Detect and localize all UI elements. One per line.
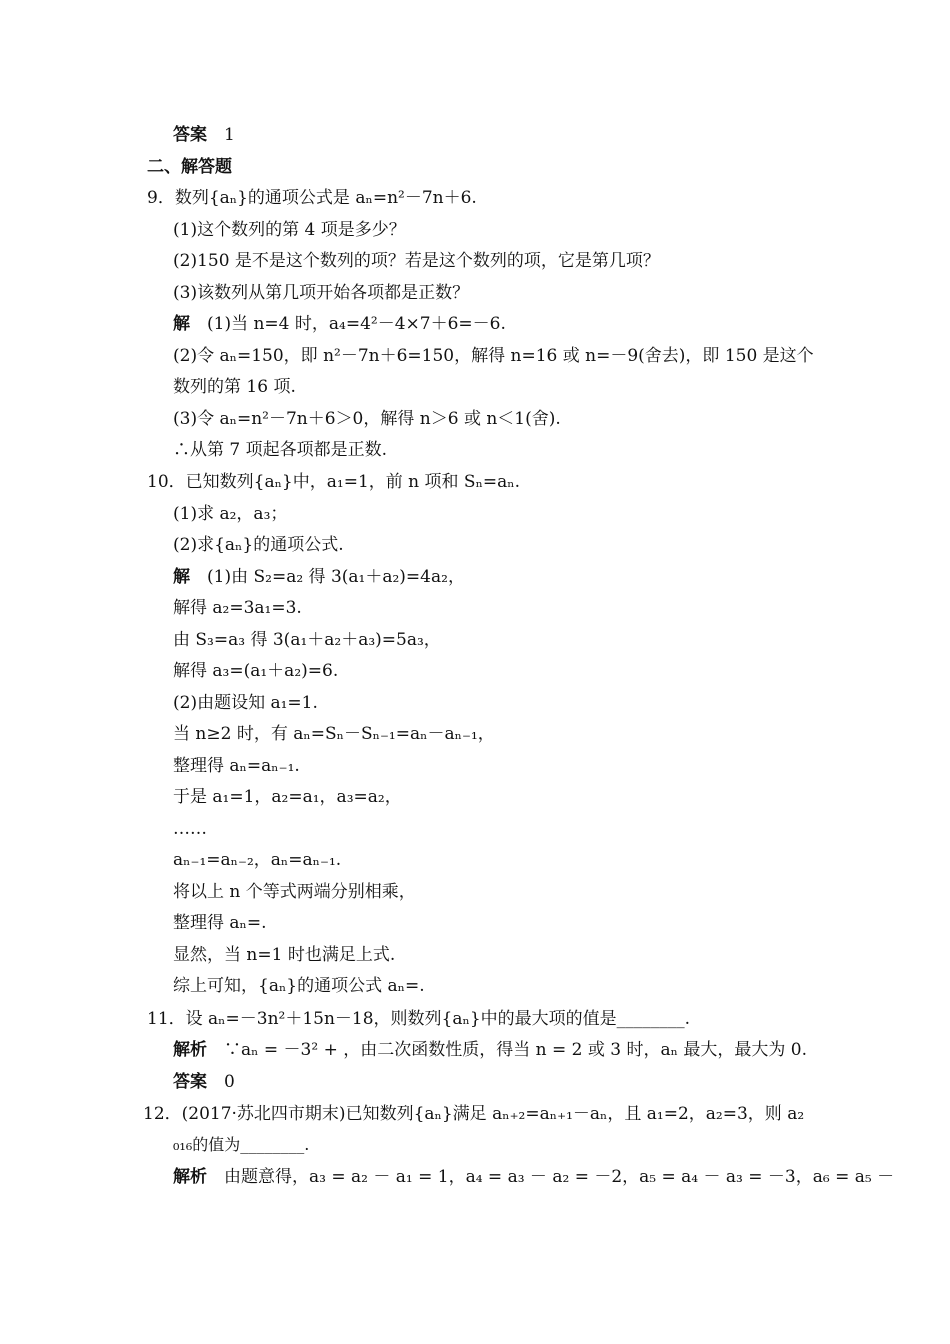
label-prefix: 解 — [173, 314, 190, 334]
label-prefix: 答案 — [173, 1072, 207, 1092]
problem-10-statement: 10．已知数列{aₙ}中，a₁=1，前 n 项和 Sₙ=aₙ. — [147, 472, 521, 492]
problem-10-part-1: (1)求 a₂，a₃； — [173, 504, 288, 524]
problem-10-solution-line: 由 S₃=a₃ 得 3(a₁＋a₂＋a₃)=5a₃， — [173, 630, 441, 650]
problem-9-solution-1: 解 (1)当 n=4 时，a₄=4²－4×7＋6=－6. — [173, 314, 506, 334]
problem-9-conclusion: ∴从第 7 项起各项都是正数. — [173, 440, 388, 460]
problem-9-part-2: (2)150 是不是这个数列的项？若是这个数列的项，它是第几项？ — [173, 251, 660, 271]
label-prefix: 解析 — [173, 1167, 207, 1187]
answer-8: 答案 1 — [173, 125, 235, 145]
problem-9-part-1: (1)这个数列的第 4 项是多少？ — [173, 220, 406, 240]
problem-10-solution-line: 解得 a₃=(a₁＋a₂)=6. — [173, 661, 339, 681]
problem-10-part-2: (2)求{aₙ}的通项公式. — [173, 535, 344, 555]
label-prefix: 解析 — [173, 1040, 207, 1060]
problem-10-solution-line: aₙ₋₁=aₙ₋₂，aₙ=aₙ₋₁. — [173, 850, 342, 870]
problem-12-statement-cont: ₀₁₆的值为________. — [173, 1135, 310, 1154]
problem-11-answer: 答案 0 — [173, 1072, 235, 1092]
problem-9-part-3: (3)该数列从第几项开始各项都是正数？ — [173, 283, 470, 303]
problem-9-statement: 9．数列{aₙ}的通项公式是 aₙ=n²－7n＋6. — [147, 188, 477, 208]
label-prefix: 答案 — [173, 125, 207, 145]
problem-9-solution-3: (3)令 aₙ=n²－7n＋6＞0，解得 n＞6 或 n＜1(舍). — [173, 409, 561, 429]
problem-10-ellipsis: …… — [173, 819, 207, 839]
problem-10-solution-line: 解 (1)由 S₂=a₂ 得 3(a₁＋a₂)=4a₂， — [173, 567, 465, 587]
problem-10-solution-line: (2)由题设知 a₁=1. — [173, 693, 318, 713]
problem-10-solution-line: 将以上 n 个等式两端分别相乘， — [173, 882, 416, 902]
label-prefix: 解 — [173, 567, 190, 587]
problem-10-solution-line: 解得 a₂=3a₁=3. — [173, 598, 302, 618]
problem-12-analysis: 解析 由题意得，a₃ = a₂ － a₁ = 1，a₄ = a₃ － a₂ = －2，a₅ = a₄ － a₃ = －3，a₆ = a₅ － — [173, 1167, 895, 1187]
problem-11-statement: 11．设 aₙ=－3n²＋15n－18，则数列{aₙ}中的最大项的值是________. — [147, 1009, 691, 1029]
problem-9-solution-2: (2)令 aₙ=150，即 n²－7n＋6=150，解得 n=16 或 n=－9(舍去)，即 150 是这个 — [173, 346, 814, 366]
problem-10-solution-line: 整理得 aₙ=aₙ₋₁. — [173, 756, 300, 776]
problem-10-solution-line: 整理得 aₙ=. — [173, 913, 267, 933]
problem-10-solution-line: 显然，当 n=1 时也满足上式. — [173, 945, 396, 965]
problem-11-analysis: 解析 ∵aₙ = －3² + ，由二次函数性质，得当 n = 2 或 3 时，aₙ 最大，最大为 0. — [173, 1040, 807, 1060]
problem-10-conclusion: 综上可知，{aₙ}的通项公式 aₙ=. — [173, 976, 425, 996]
problem-10-solution-line: 当 n≥2 时，有 aₙ=Sₙ－Sₙ₋₁=aₙ－aₙ₋₁， — [173, 724, 495, 744]
problem-12-statement: 12．(2017·苏北四市期末)已知数列{aₙ}满足 aₙ₊₂=aₙ₊₁－aₙ，且 a₁=2，a₂=3，则 a₂ — [143, 1104, 805, 1124]
problem-9-solution-2-cont: 数列的第 16 项. — [173, 377, 296, 397]
problem-10-solution-line: 于是 a₁=1，a₂=a₁，a₃=a₂， — [173, 787, 402, 807]
section-heading: 二、解答题 — [147, 157, 232, 177]
